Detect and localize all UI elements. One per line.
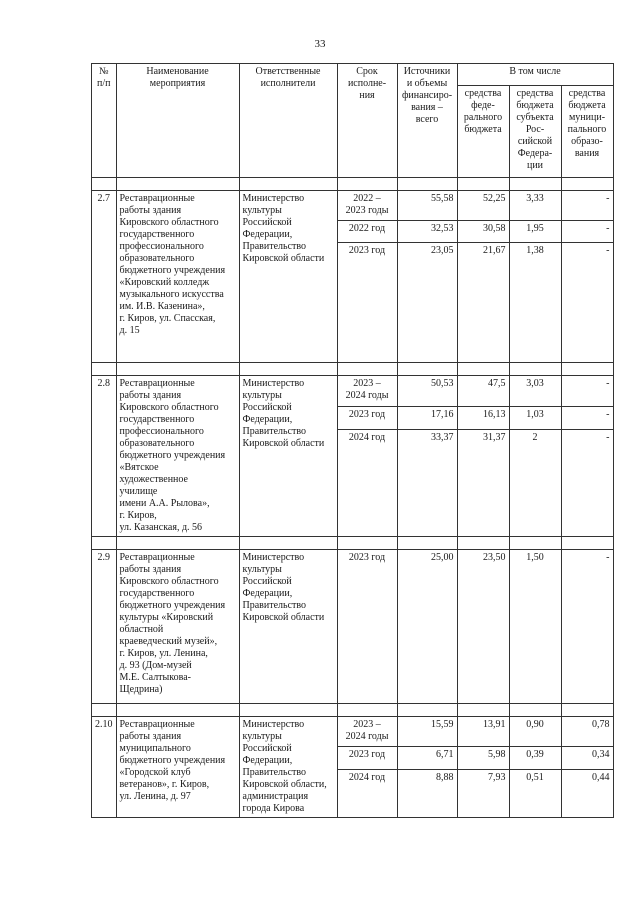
header-name: Наименование мероприятия (116, 64, 239, 178)
total-cell: 50,53 (397, 376, 457, 407)
total-cell: 33,37 (397, 430, 457, 537)
spacer-cell (509, 178, 561, 191)
federal-cell: 16,13 (457, 407, 509, 430)
municipal-cell: 0,44 (561, 769, 613, 817)
header-federal: средства феде- рального бюджета (457, 86, 509, 178)
federal-cell: 47,5 (457, 376, 509, 407)
federal-cell: 7,93 (457, 769, 509, 817)
term-cell: 2022 год (337, 221, 397, 243)
table-header (92, 64, 614, 178)
row-spacer (92, 363, 614, 376)
spacer-cell (337, 178, 397, 191)
spacer-cell (116, 178, 239, 191)
spacer-cell (457, 704, 509, 717)
spacer-cell (116, 363, 239, 376)
spacer-cell (239, 704, 337, 717)
federal-cell: 31,37 (457, 430, 509, 537)
term-cell: 2023 – 2024 годы (337, 717, 397, 747)
spacer-cell (397, 178, 457, 191)
spacer-cell (92, 178, 117, 191)
spacer-cell (509, 704, 561, 717)
term-cell: 2024 год (337, 769, 397, 817)
header-municipal: средства бюджета муници- пального образо- вания (561, 86, 613, 178)
row-spacer (92, 178, 614, 191)
total-cell: 17,16 (397, 407, 457, 430)
header-responsible: Ответственные исполнители (239, 64, 337, 178)
row-spacer (92, 537, 614, 550)
spacer-cell (92, 537, 117, 550)
term-cell: 2023 – 2024 годы (337, 376, 397, 407)
federal-cell: 30,58 (457, 221, 509, 243)
responsible-executors: Министерство культуры Российской Федерации, Правительство Кировской области (239, 550, 337, 704)
spacer-cell (337, 363, 397, 376)
subject-cell: 2 (509, 430, 561, 537)
measure-name: Реставрационные работы здания муниципального бюджетного учреждения «Городской клуб ветеранов», г. Киров, ул. Ленина, д. 97 (116, 717, 239, 818)
municipal-cell: - (561, 550, 613, 704)
subject-cell: 1,03 (509, 407, 561, 430)
municipal-cell: - (561, 430, 613, 537)
header-num: № п/п (92, 64, 117, 178)
spacer-cell (561, 178, 613, 191)
header-subject: средства бюджета субъекта Рос- сийской Федера- ции (509, 86, 561, 178)
municipal-cell: - (561, 376, 613, 407)
federal-cell: 52,25 (457, 191, 509, 221)
subject-cell: 0,90 (509, 717, 561, 747)
municipal-cell: - (561, 407, 613, 430)
federal-cell: 13,91 (457, 717, 509, 747)
page-number: 33 (314, 38, 326, 50)
municipal-cell: 0,78 (561, 717, 613, 747)
subject-cell: 0,51 (509, 769, 561, 817)
responsible-executors: Министерство культуры Российской Федерации, Правительство Кировской области (239, 376, 337, 537)
spacer-cell (509, 537, 561, 550)
table-row (92, 550, 614, 704)
term-cell: 2022 – 2023 годы (337, 191, 397, 221)
municipal-cell: - (561, 221, 613, 243)
table-row (92, 191, 614, 221)
federal-cell: 5,98 (457, 747, 509, 769)
measure-name: Реставрационные работы здания Кировского областного государственного бюджетного учреждения культуры «Кировский областной краеведческий музей», г. Киров, ул. Ленина, д. 93 (Дом-музей М.Е. Салтыкова- Щедрина) (116, 550, 239, 704)
table-row (92, 376, 614, 407)
municipal-cell: - (561, 191, 613, 221)
measure-name: Реставрационные работы здания Кировского областного государственного профессионального образовательного бюджетного учреждения «Кировский колледж музыкального искусства им. И.В. Казенина», г. Киров, ул. Спасская, д. 15 (116, 191, 239, 363)
header-term: Срок исполне- ния (337, 64, 397, 178)
total-cell: 15,59 (397, 717, 457, 747)
spacer-cell (561, 537, 613, 550)
row-spacer (92, 704, 614, 717)
term-cell: 2023 год (337, 550, 397, 704)
subject-cell: 3,03 (509, 376, 561, 407)
spacer-cell (397, 537, 457, 550)
spacer-cell (239, 537, 337, 550)
spacer-cell (561, 704, 613, 717)
total-cell: 6,71 (397, 747, 457, 769)
municipal-cell: 0,34 (561, 747, 613, 769)
subject-cell: 0,39 (509, 747, 561, 769)
term-cell: 2024 год (337, 430, 397, 537)
term-cell: 2023 год (337, 747, 397, 769)
header-including: В том числе (457, 64, 613, 86)
row-number: 2.10 (92, 717, 117, 818)
row-number: 2.9 (92, 550, 117, 704)
term-cell: 2023 год (337, 243, 397, 363)
row-number: 2.8 (92, 376, 117, 537)
spacer-cell (457, 178, 509, 191)
spacer-cell (116, 537, 239, 550)
spacer-cell (509, 363, 561, 376)
spacer-cell (239, 178, 337, 191)
responsible-executors: Министерство культуры Российской Федерации, Правительство Кировской области (239, 191, 337, 363)
total-cell: 8,88 (397, 769, 457, 817)
spacer-cell (457, 363, 509, 376)
table-row (92, 717, 614, 747)
measure-name: Реставрационные работы здания Кировского областного государственного профессионального образовательного бюджетного учреждения «Вятское художественное училище имени А.А. Рылова», г. Киров, ул. Казанская, д. 56 (116, 376, 239, 537)
subject-cell: 1,95 (509, 221, 561, 243)
total-cell: 55,58 (397, 191, 457, 221)
spacer-cell (337, 704, 397, 717)
spacer-cell (337, 537, 397, 550)
term-cell: 2023 год (337, 407, 397, 430)
subject-cell: 3,33 (509, 191, 561, 221)
subject-cell: 1,38 (509, 243, 561, 363)
spacer-cell (457, 537, 509, 550)
federal-cell: 21,67 (457, 243, 509, 363)
row-number: 2.7 (92, 191, 117, 363)
spacer-cell (561, 363, 613, 376)
total-cell: 25,00 (397, 550, 457, 704)
responsible-executors: Министерство культуры Российской Федерации, Правительство Кировской области, администрация города Кирова (239, 717, 337, 818)
spacer-cell (397, 363, 457, 376)
total-cell: 32,53 (397, 221, 457, 243)
municipal-cell: - (561, 243, 613, 363)
table-body (92, 178, 614, 818)
spacer-cell (239, 363, 337, 376)
total-cell: 23,05 (397, 243, 457, 363)
measures-table (91, 63, 614, 818)
spacer-cell (397, 704, 457, 717)
spacer-cell (92, 704, 117, 717)
spacer-cell (92, 363, 117, 376)
header-sources: Источники и объемы финансиро- вания – всего (397, 64, 457, 178)
subject-cell: 1,50 (509, 550, 561, 704)
federal-cell: 23,50 (457, 550, 509, 704)
spacer-cell (116, 704, 239, 717)
